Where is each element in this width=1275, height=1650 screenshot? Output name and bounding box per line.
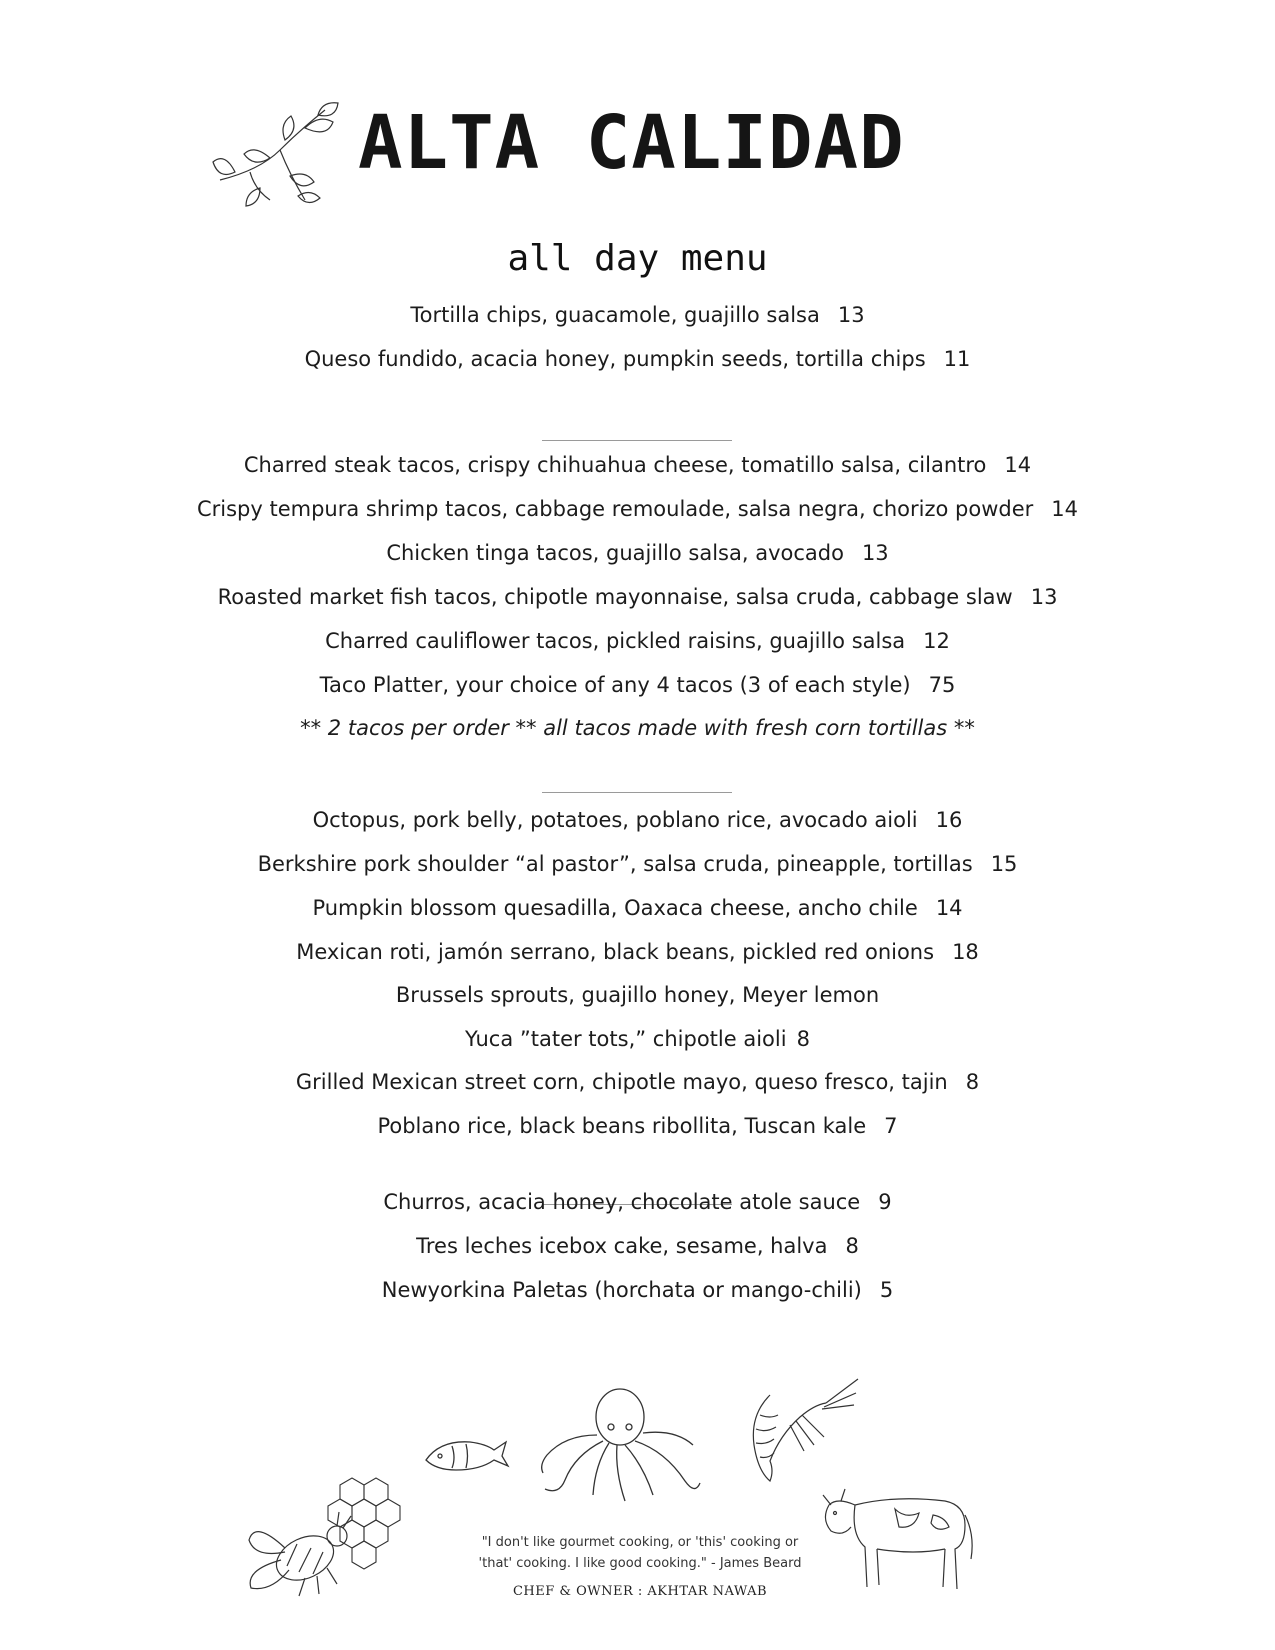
menu-item <box>0 673 1275 697</box>
item-price: 15 <box>990 852 1018 876</box>
octopus-icon <box>535 1385 705 1505</box>
item-name: Charred cauliflower tacos, pickled raisins, guajillo salsa <box>325 629 906 653</box>
item-price: 16 <box>935 808 963 832</box>
item-price: 8 <box>845 1234 859 1258</box>
item-name: Tortilla chips, guacamole, guajillo salsa <box>410 303 820 327</box>
item-price: 12 <box>923 629 950 653</box>
item-name: Charred steak tacos, crispy chihuahua cheese, tomatillo salsa, cilantro <box>243 453 987 477</box>
item-price: 8 <box>796 1027 810 1051</box>
item-price: 11 <box>943 347 971 371</box>
menu-item <box>0 1114 1275 1138</box>
quote-line: 'that' cooking. I like good cooking." - James Beard <box>478 1556 802 1571</box>
menu-item <box>0 1027 1275 1051</box>
menu-item <box>0 940 1275 964</box>
item-price: 5 <box>879 1278 894 1302</box>
menu-title: all day menu <box>507 238 768 279</box>
item-name: Brussels sprouts, guajillo honey, Meyer lemon <box>395 983 880 1007</box>
item-name: Roasted market fish tacos, chipotle mayonnaise, salsa cruda, cabbage slaw <box>217 585 1013 609</box>
item-price: 7 <box>884 1114 898 1138</box>
item-name: Crispy tempura shrimp tacos, cabbage remoulade, salsa negra, chorizo powder <box>196 497 1034 521</box>
menu-item <box>0 983 1275 1007</box>
menu-item <box>0 852 1275 876</box>
item-name: Chicken tinga tacos, guajillo salsa, avocado <box>386 541 844 565</box>
menu-item <box>0 497 1275 521</box>
menu-item <box>0 453 1275 477</box>
menu-item <box>0 347 1275 371</box>
item-price: 75 <box>928 673 956 697</box>
menu-item <box>0 1234 1275 1258</box>
item-name: Yuca ”tater tots,” chipotle aioli <box>465 1027 787 1051</box>
item-name: Poblano rice, black beans ribollita, Tuscan kale <box>377 1114 867 1138</box>
item-price: 13 <box>1030 585 1058 609</box>
menu-item <box>0 1070 1275 1094</box>
section-divider <box>542 792 732 793</box>
menu-item <box>0 303 1275 327</box>
item-name: Berkshire pork shoulder “al pastor”, salsa cruda, pineapple, tortillas <box>257 852 973 876</box>
bee-icon <box>245 1500 355 1600</box>
vine-icon <box>210 100 350 210</box>
item-price: 8 <box>965 1070 980 1094</box>
chef-credit: CHEF & OWNER : AKHTAR NAWAB <box>512 1584 768 1599</box>
menu-item <box>0 896 1275 920</box>
item-price: 18 <box>952 940 979 964</box>
item-name: Mexican roti, jamón serrano, black beans, pickled red onions <box>296 940 935 964</box>
menu-item <box>0 629 1275 653</box>
item-name: Grilled Mexican street corn, chipotle mayo, queso fresco, tajin <box>295 1070 948 1094</box>
quote <box>430 1532 850 1574</box>
fish-icon <box>420 1420 510 1476</box>
item-name: Newyorkina Paletas (horchata or mango-chili) <box>381 1278 862 1302</box>
restaurant-name: ALTA CALIDAD <box>358 100 905 186</box>
item-name: Taco Platter, your choice of any 4 tacos (3 of each style) <box>319 673 911 697</box>
item-price: 9 <box>878 1190 892 1214</box>
menu-item <box>0 1190 1275 1214</box>
item-name: Pumpkin blossom quesadilla, Oaxaca cheese, ancho chile <box>312 896 918 920</box>
item-price: 13 <box>861 541 889 565</box>
menu-item <box>0 808 1275 832</box>
menu-item <box>0 585 1275 609</box>
item-price: 14 <box>935 896 963 920</box>
menu-item <box>0 541 1275 565</box>
section-divider <box>542 440 732 441</box>
taco-note: ** 2 tacos per order ** all tacos made with fresh corn tortillas ** <box>300 716 975 740</box>
item-name: Queso fundido, acacia honey, pumpkin seeds, tortilla chips <box>304 347 926 371</box>
menu-item <box>0 1278 1275 1302</box>
item-price: 14 <box>1004 453 1032 477</box>
item-name: Octopus, pork belly, potatoes, poblano rice, avocado aioli <box>312 808 918 832</box>
item-price: 14 <box>1051 497 1078 521</box>
header <box>210 100 930 210</box>
item-price: 13 <box>837 303 865 327</box>
quote-line: "I don't like gourmet cooking, or 'this' cooking or <box>481 1535 799 1550</box>
shrimp-icon <box>730 1375 860 1485</box>
item-name: Tres leches icebox cake, sesame, halva <box>416 1234 828 1258</box>
item-name: Churros, acacia honey, chocolate atole sauce <box>383 1190 861 1214</box>
